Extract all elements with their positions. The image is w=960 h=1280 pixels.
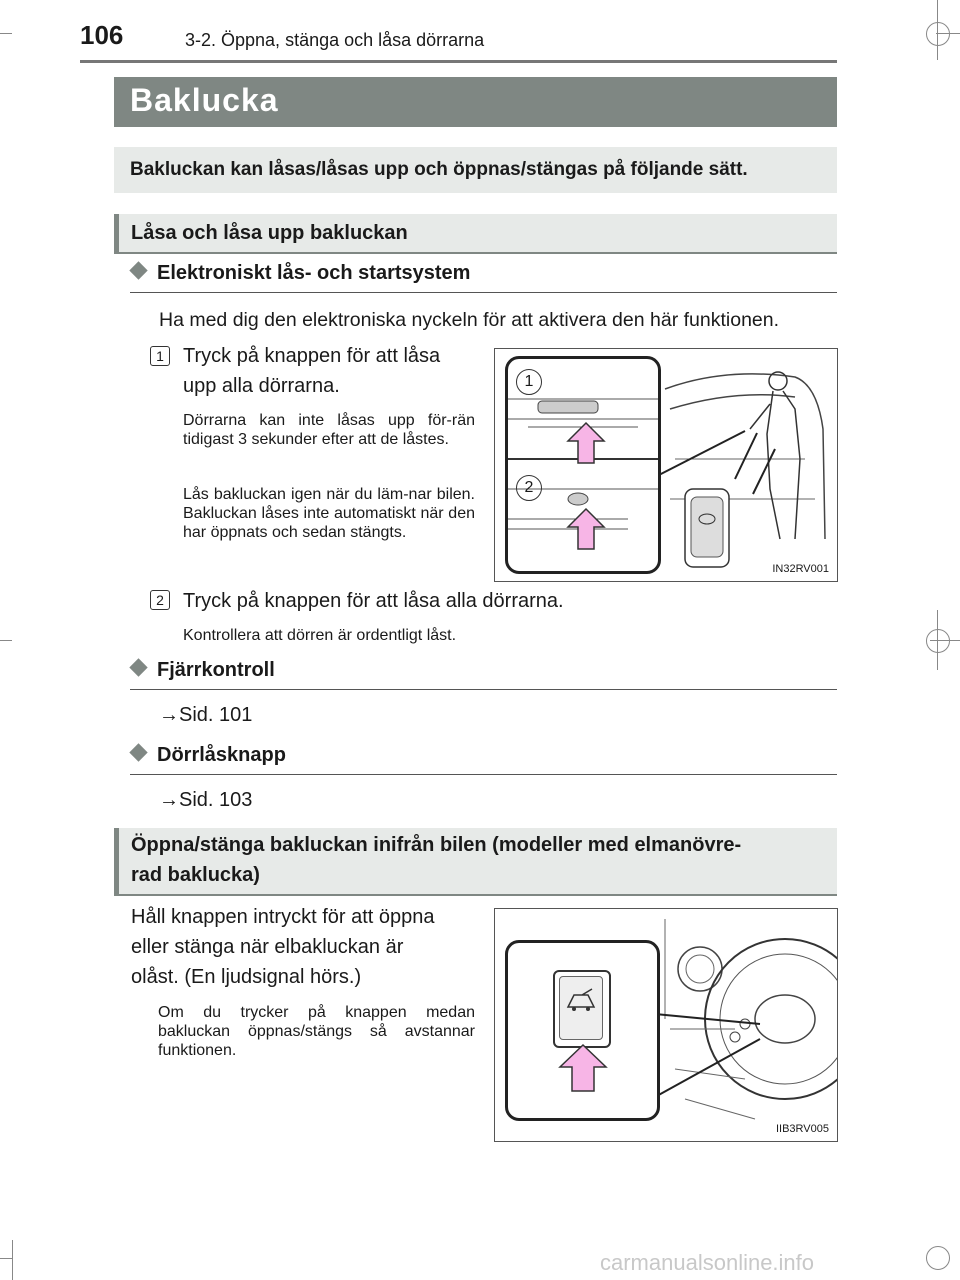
header-rule xyxy=(80,60,837,63)
power-tailgate-switch xyxy=(553,970,611,1048)
pink-arrow-icon xyxy=(566,507,606,551)
subheading-lock xyxy=(114,214,837,254)
pink-arrow-icon xyxy=(558,1043,608,1093)
registration-mark xyxy=(926,22,950,46)
figure-dash-button xyxy=(494,908,838,1142)
step1-note1: Dörrarna kan inte låsas upp för-rän tidigast 3 sekunder efter att de låstes. xyxy=(183,412,475,448)
callout-2: 2 xyxy=(516,475,542,501)
door-lock-page-link[interactable]: →Sid. 103 xyxy=(159,789,253,811)
crop-mark xyxy=(937,610,938,670)
door-lock-heading xyxy=(132,744,286,767)
page-title: Baklucka xyxy=(130,82,279,118)
remote-page-link[interactable]: →Sid. 101 xyxy=(159,704,253,726)
switch-face xyxy=(559,976,603,1040)
intro-box xyxy=(114,147,837,193)
crop-mark xyxy=(12,1240,13,1280)
smart-key-heading xyxy=(132,262,470,285)
intro-text: Bakluckan kan låsas/låsas upp och öppnas/stängas på följande sätt. xyxy=(130,159,748,180)
registration-mark xyxy=(926,1246,950,1270)
door-lock-heading-text: Dörrlåsknapp xyxy=(157,744,286,766)
diamond-bullet-icon xyxy=(129,743,147,761)
tailgate-open-icon xyxy=(560,981,602,1021)
power-text-line3: olåst. (En ljudsignal hörs.) xyxy=(131,966,362,988)
step2-note: Kontrollera att dörren är ordentligt låst. xyxy=(183,627,457,644)
heading-rule xyxy=(130,689,837,690)
page-number: 106 xyxy=(80,20,124,50)
subheading-power-tailgate xyxy=(114,828,837,896)
smart-key-lead: Ha med dig den elektroniska nyckeln för att aktivera den här funktionen. xyxy=(159,309,780,331)
step1-note2: Lås bakluckan igen när du läm-nar bilen. Bakluckan låses inte automatiskt när den har öppnats och sedan stängts. xyxy=(183,486,475,541)
heading-rule xyxy=(130,774,837,775)
section-title: 3-2. Öppna, stänga och låsa dörrarna xyxy=(185,30,485,50)
heading-rule xyxy=(130,292,837,293)
step1-line2: upp alla dörrarna. xyxy=(183,375,340,397)
diamond-bullet-icon xyxy=(129,658,147,676)
watermark: carmanualsonline.info xyxy=(600,1250,815,1275)
figure-inset xyxy=(505,940,660,1121)
power-text-line2: eller stänga när elbakluckan är xyxy=(131,936,404,958)
registration-mark xyxy=(926,629,950,653)
diamond-bullet-icon xyxy=(129,261,147,279)
title-bar xyxy=(114,77,837,127)
subheading-power-line1: Öppna/stänga bakluckan inifrån bilen (modeller med elmanövre- xyxy=(131,834,742,856)
figure-inset xyxy=(505,356,661,574)
figure-tailgate-button xyxy=(494,348,838,582)
power-note: Om du trycker på knappen medan bakluckan öppnas/stängs så avstannar funktionen. xyxy=(158,1004,475,1059)
subheading-power-line2: rad baklucka) xyxy=(131,864,260,886)
callout-1: 1 xyxy=(516,369,542,395)
figure-code: IN32RV001 xyxy=(772,563,829,575)
subheading-lock-text: Låsa och låsa upp bakluckan xyxy=(131,222,408,244)
step1-line1: Tryck på knappen för att låsa xyxy=(183,345,441,367)
crop-mark xyxy=(0,33,12,34)
power-text-line1: Håll knappen intryckt för att öppna xyxy=(131,906,435,928)
crop-mark xyxy=(937,0,938,60)
step2-text: Tryck på knappen för att låsa alla dörrarna. xyxy=(183,590,564,612)
step-number-2: 2 xyxy=(150,590,170,610)
crop-mark xyxy=(0,640,12,641)
figure-code: IIB3RV005 xyxy=(775,1123,829,1135)
pink-arrow-icon xyxy=(566,421,606,465)
step-number-1: 1 xyxy=(150,346,170,366)
remote-heading-text: Fjärrkontroll xyxy=(157,659,275,681)
remote-heading xyxy=(132,659,275,682)
smart-key-heading-text: Elektroniskt lås- och startsystem xyxy=(157,262,471,284)
crop-mark xyxy=(0,1258,12,1259)
